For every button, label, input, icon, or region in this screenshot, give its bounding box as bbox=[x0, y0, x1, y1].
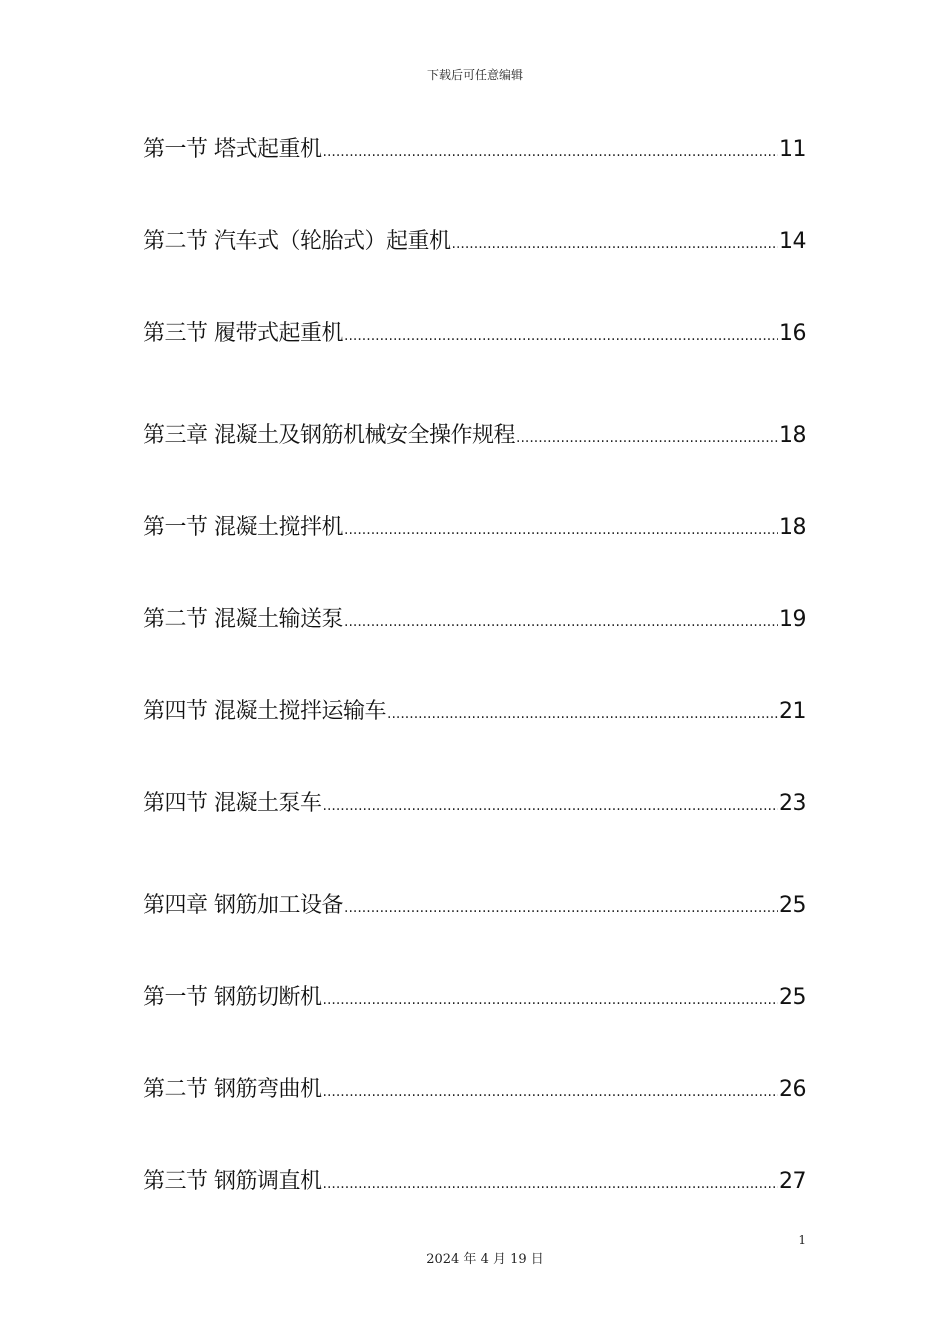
toc-dot-leader bbox=[516, 422, 778, 454]
toc-entry-title: 第一节 混凝土搅拌机 bbox=[143, 515, 343, 540]
toc-entry-title: 第二节 钢筋弯曲机 bbox=[143, 1077, 322, 1102]
toc-entry[interactable] bbox=[143, 318, 806, 350]
toc-dot-leader bbox=[344, 606, 778, 638]
toc-entry-page: 27 bbox=[779, 1169, 806, 1194]
toc-entry-title: 第四节 混凝土泵车 bbox=[143, 791, 322, 816]
toc-entry[interactable] bbox=[143, 1166, 806, 1198]
toc-dot-leader bbox=[323, 1076, 779, 1108]
toc-entry-page: 16 bbox=[779, 321, 806, 346]
toc-entry-page: 11 bbox=[779, 137, 806, 162]
toc-entry[interactable] bbox=[143, 890, 806, 922]
toc-dot-leader bbox=[323, 136, 779, 168]
toc-entry-title: 第四节 混凝土搅拌运输车 bbox=[143, 699, 386, 724]
toc-dot-leader bbox=[387, 698, 778, 730]
toc-entry[interactable] bbox=[143, 134, 806, 166]
footer-date: 2024 年 4 月 19 日 bbox=[426, 1252, 544, 1267]
toc-dot-leader bbox=[323, 1168, 779, 1200]
toc-entry-title: 第二节 汽车式（轮胎式）起重机 bbox=[143, 229, 451, 254]
toc-dot-leader bbox=[323, 984, 779, 1016]
toc-entry-page: 25 bbox=[779, 985, 806, 1010]
toc-entry[interactable] bbox=[143, 604, 806, 636]
toc-dot-leader bbox=[323, 790, 779, 822]
toc-entry-page: 18 bbox=[779, 515, 806, 540]
toc-entry-title: 第三章 混凝土及钢筋机械安全操作规程 bbox=[143, 423, 515, 448]
toc-entry-title: 第二节 混凝土输送泵 bbox=[143, 607, 343, 632]
toc-entry[interactable] bbox=[143, 982, 806, 1014]
toc-dot-leader bbox=[344, 514, 778, 546]
toc-entry-page: 23 bbox=[779, 791, 806, 816]
toc-entry-title: 第一节 塔式起重机 bbox=[143, 137, 322, 162]
toc-dot-leader bbox=[344, 320, 778, 352]
toc-dot-leader bbox=[452, 228, 779, 260]
page-number: 1 bbox=[798, 1233, 806, 1247]
toc-entry-title: 第三节 钢筋调直机 bbox=[143, 1169, 322, 1194]
toc-entry-page: 26 bbox=[779, 1077, 806, 1102]
toc-entry[interactable] bbox=[143, 512, 806, 544]
toc-entry[interactable] bbox=[143, 696, 806, 728]
page-header: 下载后可任意编辑 bbox=[426, 68, 523, 82]
toc-entry[interactable] bbox=[143, 226, 806, 258]
toc-entry-page: 21 bbox=[779, 699, 806, 724]
toc-entry-title: 第三节 履带式起重机 bbox=[143, 321, 343, 346]
toc-dot-leader bbox=[344, 892, 778, 924]
toc-entry-page: 14 bbox=[779, 229, 806, 254]
toc-entry-page: 19 bbox=[779, 607, 806, 632]
toc-entry[interactable] bbox=[143, 420, 806, 452]
toc-entry-page: 25 bbox=[779, 893, 806, 918]
toc-entry-page: 18 bbox=[779, 423, 806, 448]
toc-entry-title: 第一节 钢筋切断机 bbox=[143, 985, 322, 1010]
toc-entry[interactable] bbox=[143, 1074, 806, 1106]
toc-entry-title: 第四章 钢筋加工设备 bbox=[143, 893, 343, 918]
toc-entry[interactable] bbox=[143, 788, 806, 820]
